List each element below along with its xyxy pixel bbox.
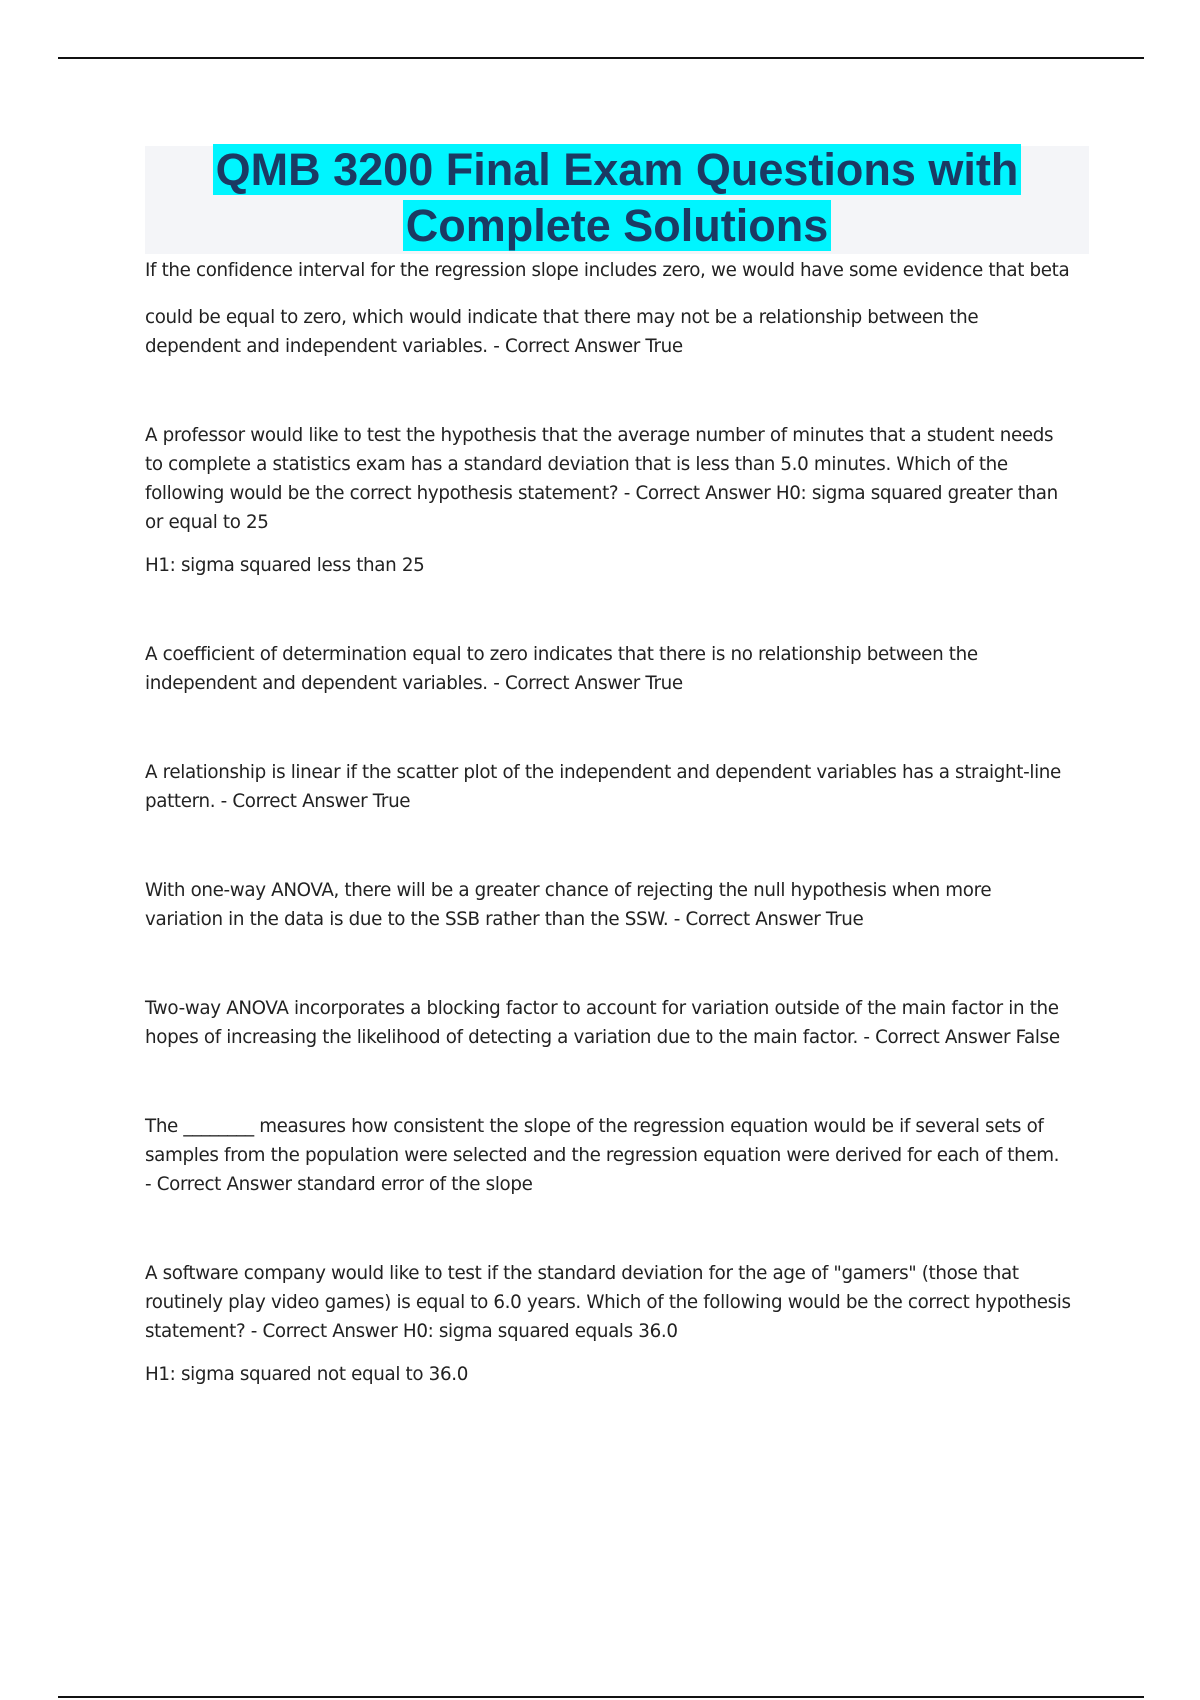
bottom-rule [58, 1696, 1144, 1698]
question-1-answer: could be equal to zero, which would indicate that there may not be a relationship between the dependent and independent variables. - Correct Answer True [145, 307, 979, 357]
title-line-1: QMB 3200 Final Exam Questions with [213, 144, 1022, 195]
question-8: A software company would like to test if the standard deviation for the age of "gamers" (those that routinely play video games) is equal to 6.0 years. Which of the following would be the correct hypothesis statement? - Correct Answer H0: sigma squared equals 36.0 [145, 1263, 1071, 1342]
question-1-first-line: If the confidence interval for the regression slope includes zero, we would have some evidence that beta [145, 260, 1070, 281]
question-2: A professor would like to test the hypothesis that the average number of minutes that a student needs to complete a statistics exam has a standard deviation that is less than 5.0 minutes. Which of the following would be the correct hypothesis statement? - Correct Answer H0: sigma squared greater than or equal to 25 [145, 425, 1058, 533]
document-title [145, 142, 1089, 254]
question-2-extra: H1: sigma squared less than 25 [145, 555, 425, 576]
title-line-2: Complete Solutions [403, 200, 832, 251]
question-7: The ________ measures how consistent the slope of the regression equation would be if several sets of samples from the population were selected and the regression equation were derived for each of them. - Correct Answer standard error of the slope [145, 1116, 1060, 1195]
question-list [145, 256, 1093, 1389]
question-5: With one-way ANOVA, there will be a greater chance of rejecting the null hypothesis when more variation in the data is due to the SSB rather than the SSW. - Correct Answer True [145, 880, 992, 930]
question-4: A relationship is linear if the scatter plot of the independent and dependent variables has a straight-line pattern. - Correct Answer True [145, 762, 1061, 812]
question-3: A coefficient of determination equal to zero indicates that there is no relationship between the independent and dependent variables. - Correct Answer True [145, 644, 978, 694]
top-rule [58, 57, 1144, 59]
question-6: Two-way ANOVA incorporates a blocking factor to account for variation outside of the main factor in the hopes of increasing the likelihood of detecting a variation due to the main factor. - Correct Answer False [145, 998, 1060, 1048]
question-8-extra: H1: sigma squared not equal to 36.0 [145, 1364, 468, 1385]
